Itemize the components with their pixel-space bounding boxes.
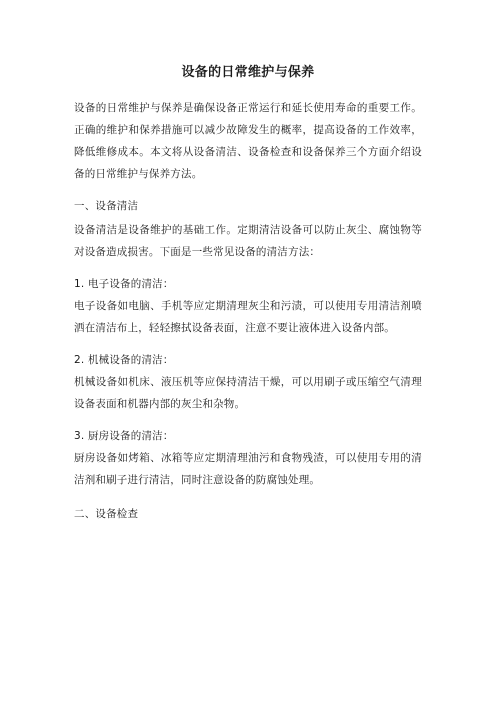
section-heading-cleaning: 一、设备清洁 (74, 200, 139, 212)
document-title: 设备的日常维护与保养 (181, 65, 315, 80)
item-text-mechanical: 机械设备如机床、液压机等应保持清洁干燥，可以用刷子或压缩空气清理设备表面和机器内部的灰尘和杂物。 (74, 376, 422, 410)
item-heading-kitchen: 3. 厨房设备的清洁： (74, 430, 174, 442)
section-text-cleaning: 设备清洁是设备维护的基础工作。定期清洁设备可以防止灰尘、腐蚀物等对设备造成损害。下面是一些常见设备的清洁方法： (74, 224, 422, 258)
section-heading-inspection: 二、设备检查 (74, 508, 139, 520)
item-text-electronic: 电子设备如电脑、手机等应定期清理灰尘和污渍，可以使用专用清洁剂喷洒在清洁布上，轻轻擦拭设备表面，注意不要让液体进入设备内部。 (74, 300, 422, 334)
item-text-kitchen: 厨房设备如烤箱、冰箱等应定期清理油污和食物残渣，可以使用专用的清洁剂和刷子进行清洁，同时注意设备的防腐蚀处理。 (74, 452, 422, 486)
item-heading-electronic: 1. 电子设备的清洁： (74, 278, 174, 290)
intro-paragraph: 设备的日常维护与保养是确保设备正常运行和延长使用寿命的重要工作。正确的维护和保养措施可以减少故障发生的概率，提高设备的工作效率，降低维修成本。本文将从设备清洁、设备检查和设备保养三个方面介绍设备的日常维护与保养方法。 (74, 102, 422, 180)
item-heading-mechanical: 2. 机械设备的清洁： (74, 354, 174, 366)
